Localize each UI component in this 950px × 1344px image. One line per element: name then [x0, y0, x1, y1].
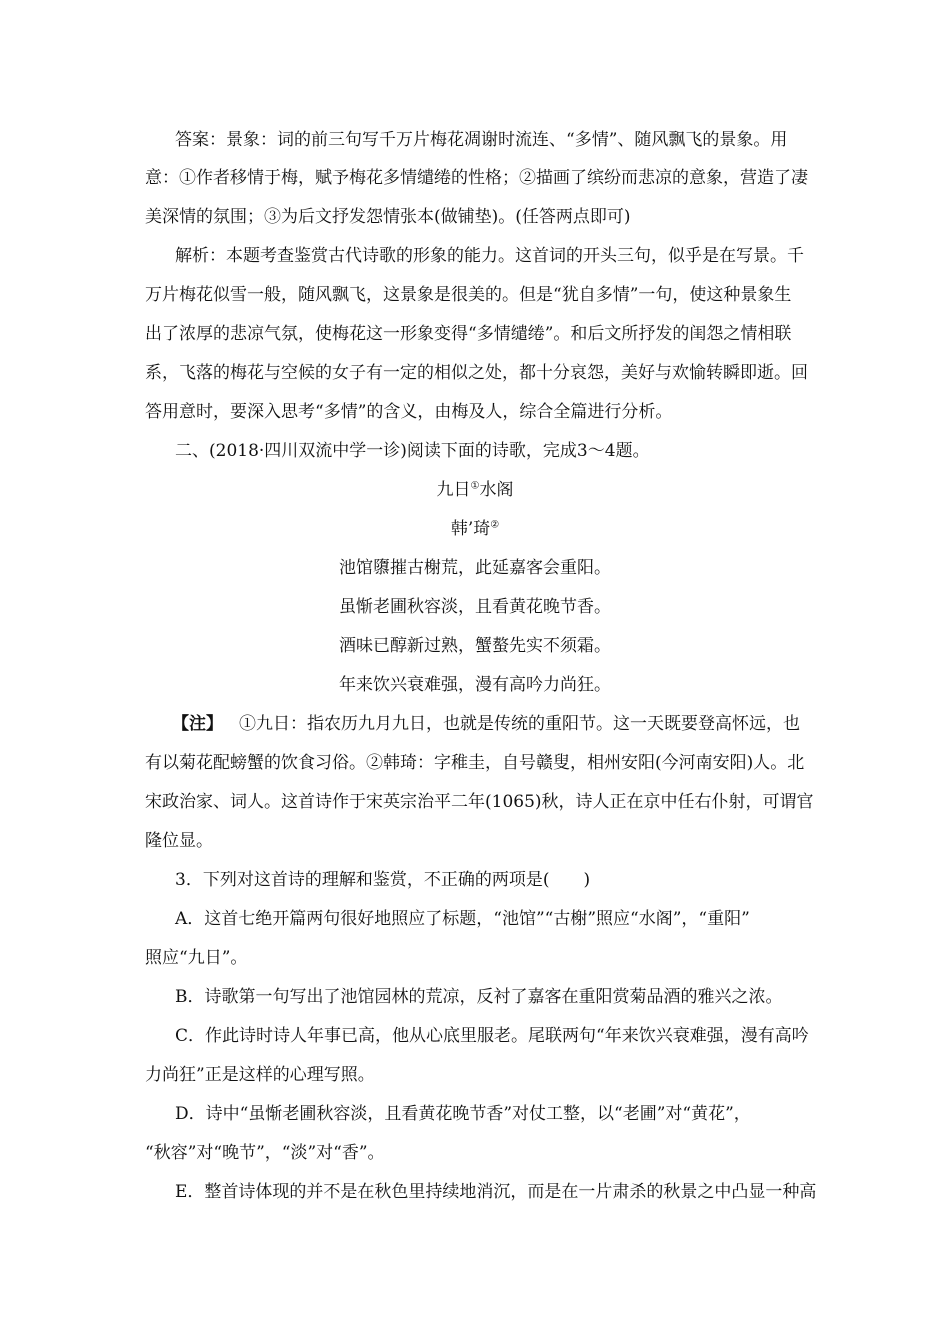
- analysis-line-1: 解析：本题考查鉴赏古代诗歌的形象的能力。这首词的开头三句，似乎是在写景。千: [175, 246, 804, 266]
- poem-title-part-1: 九日: [436, 480, 471, 500]
- note-line-1-text: ①九日：指农历九月九日，也就是传统的重阳节。这一天既要登高怀远，也: [239, 714, 800, 734]
- note-line-3: 宋政治家、词人。这首诗作于宋英宗治平二年(1065)秋，诗人正在京中任右仆射，可谓官: [145, 792, 814, 812]
- poem-author: [0, 517, 950, 541]
- option-c-line-1: C．作此诗时诗人年事已高，他从心底里服老。尾联两句“年来饮兴衰难强，漫有高吟: [175, 1026, 809, 1046]
- poem-line-3: 酒味已醇新过熟，蟹螯先实不须霜。: [339, 636, 611, 656]
- note-label: 【注】: [172, 714, 223, 734]
- answer-line-3: 美深情的氛围；③为后文抒发怨情张本(做铺垫)。(任答两点即可): [145, 207, 631, 227]
- note-line-2: 有以菊花配螃蟹的饮食习俗。②韩琦：字稚圭，自号赣叟，相州安阳(今河南安阳)人。北: [145, 753, 805, 773]
- poem-author-mark: ’: [467, 519, 474, 539]
- option-c-line-2: 力尚狂”正是这样的心理写照。: [145, 1065, 375, 1085]
- poem-line-2: 虽惭老圃秋容淡，且看黄花晚节香。: [339, 597, 611, 617]
- poem-line-1: 池馆隳摧古榭荒，此延嘉客会重阳。: [339, 558, 611, 578]
- poem-author-part-1: 韩: [450, 519, 468, 539]
- note-line-1: [172, 712, 800, 736]
- answer-line-1: 答案：景象：词的前三句写千万片梅花凋谢时流连、“多情”、随风飘飞的景象。用: [175, 130, 788, 150]
- analysis-line-4: 系，飞落的梅花与空候的女子有一定的相似之处，都十分哀怨，美好与欢愉转瞬即逝。回: [145, 363, 808, 383]
- poem-author-footnote-mark: ②: [490, 519, 500, 531]
- option-d-line-2: “秋容”对“晚节”，“淡”对“香”。: [145, 1143, 385, 1163]
- answer-line-2: 意：①作者移情于梅，赋予梅花多情缱绻的性格；②描画了缤纷而悲凉的意象，营造了凄: [145, 168, 808, 188]
- analysis-line-5: 答用意时，要深入思考“多情”的含义，由梅及人，综合全篇进行分析。: [145, 402, 673, 422]
- option-a-line-2: 照应“九日”。: [145, 948, 248, 968]
- option-a-line-1: A．这首七绝开篇两句很好地照应了标题，“池馆”“古榭”照应“水阁”，“重阳”: [175, 909, 750, 929]
- question-3-stem: 3．下列对这首诗的理解和鉴赏，不正确的两项是( ): [175, 870, 591, 890]
- analysis-line-3: 出了浓厚的悲凉气氛，使梅花这一形象变得“多情缱绻”。和后文所抒发的闺怨之情相联: [145, 324, 792, 344]
- poem-title-footnote-mark: ①: [470, 480, 480, 492]
- section-heading: 二、(2018·四川双流中学一诊)阅读下面的诗歌，完成3～4题。: [175, 441, 650, 461]
- option-d-line-1: D．诗中“虽惭老圃秋容淡，且看黄花晚节香”对仗工整，以“老圃”对“黄花”，: [175, 1104, 751, 1124]
- poem-line-4: 年来饮兴衰难强，漫有高吟力尚狂。: [339, 675, 611, 695]
- note-line-4: 隆位显。: [145, 831, 213, 851]
- poem-title: [0, 478, 950, 502]
- poem-title-part-2: 水阁: [479, 480, 514, 500]
- option-b-line-1: B．诗歌第一句写出了池馆园林的荒凉，反衬了嘉客在重阳赏菊品酒的雅兴之浓。: [175, 987, 783, 1007]
- poem-author-part-2: 琦: [473, 519, 491, 539]
- option-e-line-1: E．整首诗体现的并不是在秋色里持续地消沉，而是在一片肃杀的秋景之中凸显一种高: [175, 1182, 817, 1202]
- analysis-line-2: 万片梅花似雪一般，随风飘飞，这景象是很美的。但是“犹自多情”一句，使这种景象生: [145, 285, 792, 305]
